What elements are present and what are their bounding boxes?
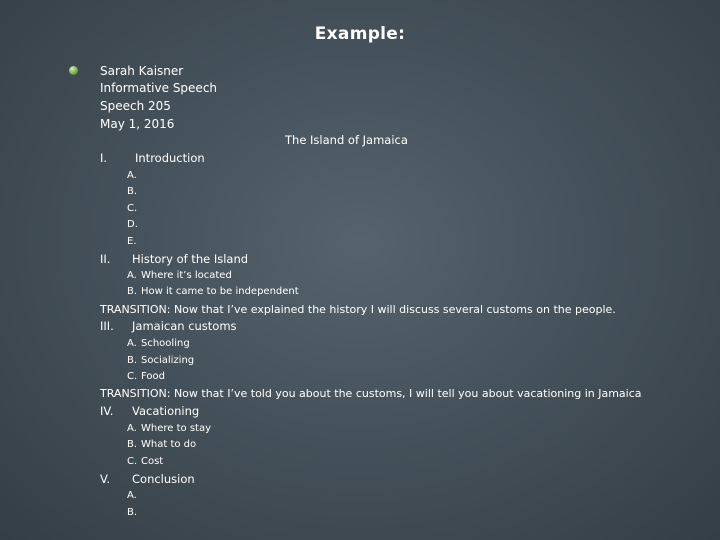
outline-item-text: Schooling bbox=[141, 338, 190, 349]
outline-letter: C. bbox=[127, 203, 138, 214]
section-title: Vacationing bbox=[132, 404, 200, 418]
outline-letter: B. bbox=[127, 186, 138, 197]
section-numeral: II. bbox=[100, 252, 111, 266]
outline-letter: D. bbox=[127, 219, 138, 230]
speech-date: May 1, 2016 bbox=[100, 117, 175, 131]
transition-text: TRANSITION: Now that I’ve told you about the customs, I will tell you about vacationing in Jamaica bbox=[100, 387, 642, 400]
section-title: Conclusion bbox=[132, 472, 195, 486]
section-title: Jamaican customs bbox=[132, 319, 237, 333]
outline-letter: B. bbox=[127, 355, 138, 366]
outline-item-text: How it came to be independent bbox=[141, 286, 299, 297]
outline-letter: C. bbox=[127, 456, 138, 467]
outline-letter: B. bbox=[127, 286, 138, 297]
outline-letter: E. bbox=[127, 236, 137, 247]
outline-item-text: Where to stay bbox=[141, 423, 211, 434]
speech-type: Informative Speech bbox=[100, 81, 218, 95]
section-title: Introduction bbox=[135, 151, 205, 165]
outline-item-text: Food bbox=[141, 371, 165, 382]
slide-title: Example: bbox=[314, 24, 406, 44]
outline-letter: B. bbox=[127, 439, 138, 450]
outline-item-text: Cost bbox=[141, 456, 164, 467]
section-numeral: III. bbox=[100, 319, 114, 333]
outline-item-text: Socializing bbox=[141, 355, 195, 366]
outline-letter: A. bbox=[127, 338, 137, 349]
outline-letter: A. bbox=[127, 423, 137, 434]
document-title: The Island of Jamaica bbox=[285, 133, 408, 147]
outline-letter: A. bbox=[127, 170, 137, 181]
outline-letter: A. bbox=[127, 270, 137, 281]
bullet-icon bbox=[69, 66, 78, 75]
outline-item-text: Where it’s located bbox=[141, 270, 232, 281]
outline-item-text: What to do bbox=[141, 439, 197, 450]
outline-letter: B. bbox=[127, 507, 138, 518]
outline-letter: C. bbox=[127, 371, 138, 382]
section-numeral: I. bbox=[100, 151, 108, 165]
section-numeral: V. bbox=[100, 472, 111, 486]
outline-letter: A. bbox=[127, 490, 137, 501]
author-name: Sarah Kaisner bbox=[100, 64, 184, 78]
section-title: History of the Island bbox=[132, 252, 249, 266]
course-name: Speech 205 bbox=[100, 99, 171, 113]
transition-text: TRANSITION: Now that I’ve explained the history I will discuss several customs on the people. bbox=[100, 303, 616, 316]
section-numeral: IV. bbox=[100, 404, 114, 418]
